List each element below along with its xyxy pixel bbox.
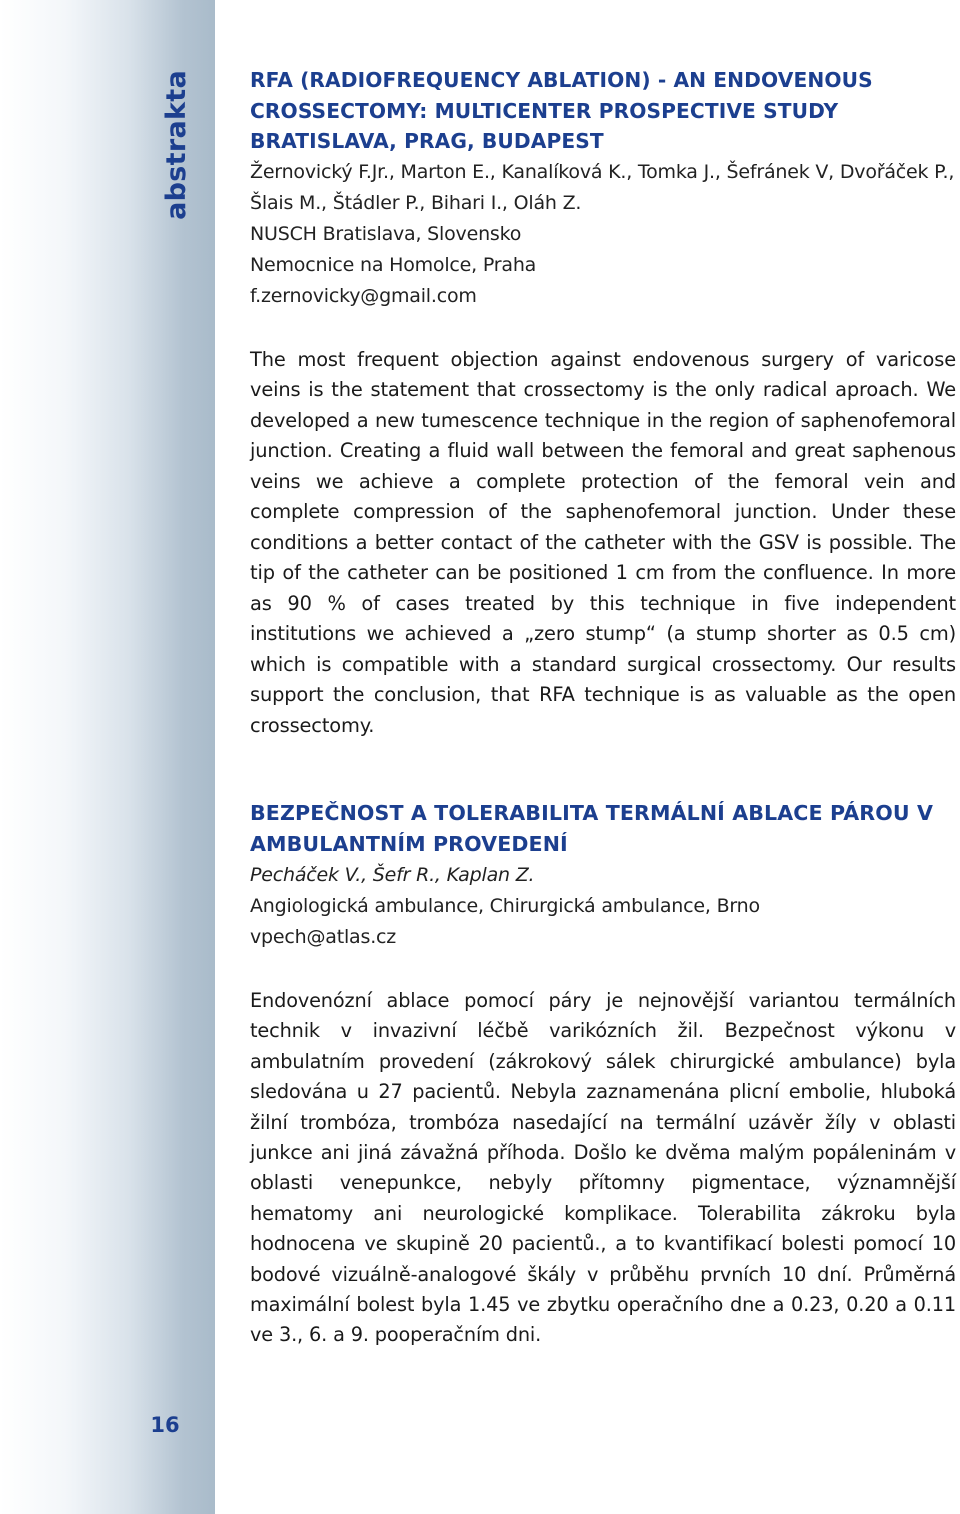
abstract-body: The most frequent objection against endovenous surgery of varicose veins is the statement that crossectomy is the only radical aproach. We developed a new tumescence technique in the region of saphenofemoral junction. Creating a fluid wall between the femoral and great saphenous veins we achieve a complete protection of the femoral vein and complete compression of the saphenofemoral junction. Under these conditions a better contact of the catheter with the GSV is possible. The tip of the catheter can be positioned 1 cm from the confluence. In more as 90 % of cases treated by this technique in five independent institutions we achieved a „zero stump“ (a stump shorter as 0.5 cm) which is compatible with a standard surgical crossectomy. Our results support the conclusion, that RFA technique is as valuable as the open crossectomy. [250, 347, 956, 737]
abstract-authors: Pecháček V., Šefr R., Kaplan Z. [250, 864, 535, 886]
abstract-email[interactable]: f.zernovicky@gmail.com [250, 284, 477, 307]
abstract-title: RFA (RADIOFREQUENCY ABLATION) - AN ENDOVENOUS CROSSECTOMY: MULTICENTER PROSPECTIVE STUDY BRATISLAVA, PRAG, BUDAPEST [250, 68, 873, 153]
section-label: abstrakta [161, 70, 192, 220]
abstract-institution: Nemocnice na Homolce, Praha [250, 253, 537, 276]
abstract-authors: Žernovický F.Jr., Marton E., Kanalíková K., Tomka J., Šefránek V, Dvořáček P., Šlais M., Štádler P., Bihari I., Oláh Z. [250, 160, 955, 214]
sidebar-gradient [0, 0, 215, 1514]
abstract-institution: NUSCH Bratislava, Slovensko [250, 222, 522, 245]
page-number: 16 [150, 1413, 180, 1437]
abstract-title: BEZPEČNOST A TOLERABILITA TERMÁLNÍ ABLACE PÁROU V AMBULANTNÍM PROVEDENÍ [250, 801, 933, 856]
abstract-email[interactable]: vpech@atlas.cz [250, 926, 397, 948]
abstract-institution: Angiologická ambulance, Chirurgická ambulance, Brno [250, 895, 760, 917]
abstract-steam-ablation [250, 798, 956, 1351]
abstract-rfa [250, 65, 956, 741]
abstract-body: Endovenózní ablace pomocí páry je nejnovější variantou termálních technik v invazivní léčbě varikózních žil. Bezpečnost výkonu v ambulatním provedení (zákrokový sálek chirurgické ambulance) byla sledována u 27 pacientů. Nebyla zaznamenána plicní embolie, hluboká žilní trombóza, trombóza nasedající na termální uzávěr žíly v oblasti junkce ani jiná závažná příhoda. Došlo ke dvěma malým popáleninám v oblasti venepunkce, nebyly přítomny pigmentace, významnější hematomy ani neurologické komplikace. Tolerabilita zákroku byla hodnocena ve skupině 20 pacientů., a to kvantifikací bolesti pomocí 10 bodové vizuálně-analogové škály v průběhu prvních 10 dní. Průměrná maximální bolest byla 1.45 ve zbytku operačního dne a 0.23, 0.20 a 0.11 ve 3., 6. a 9. pooperačním dni. [250, 989, 956, 1347]
